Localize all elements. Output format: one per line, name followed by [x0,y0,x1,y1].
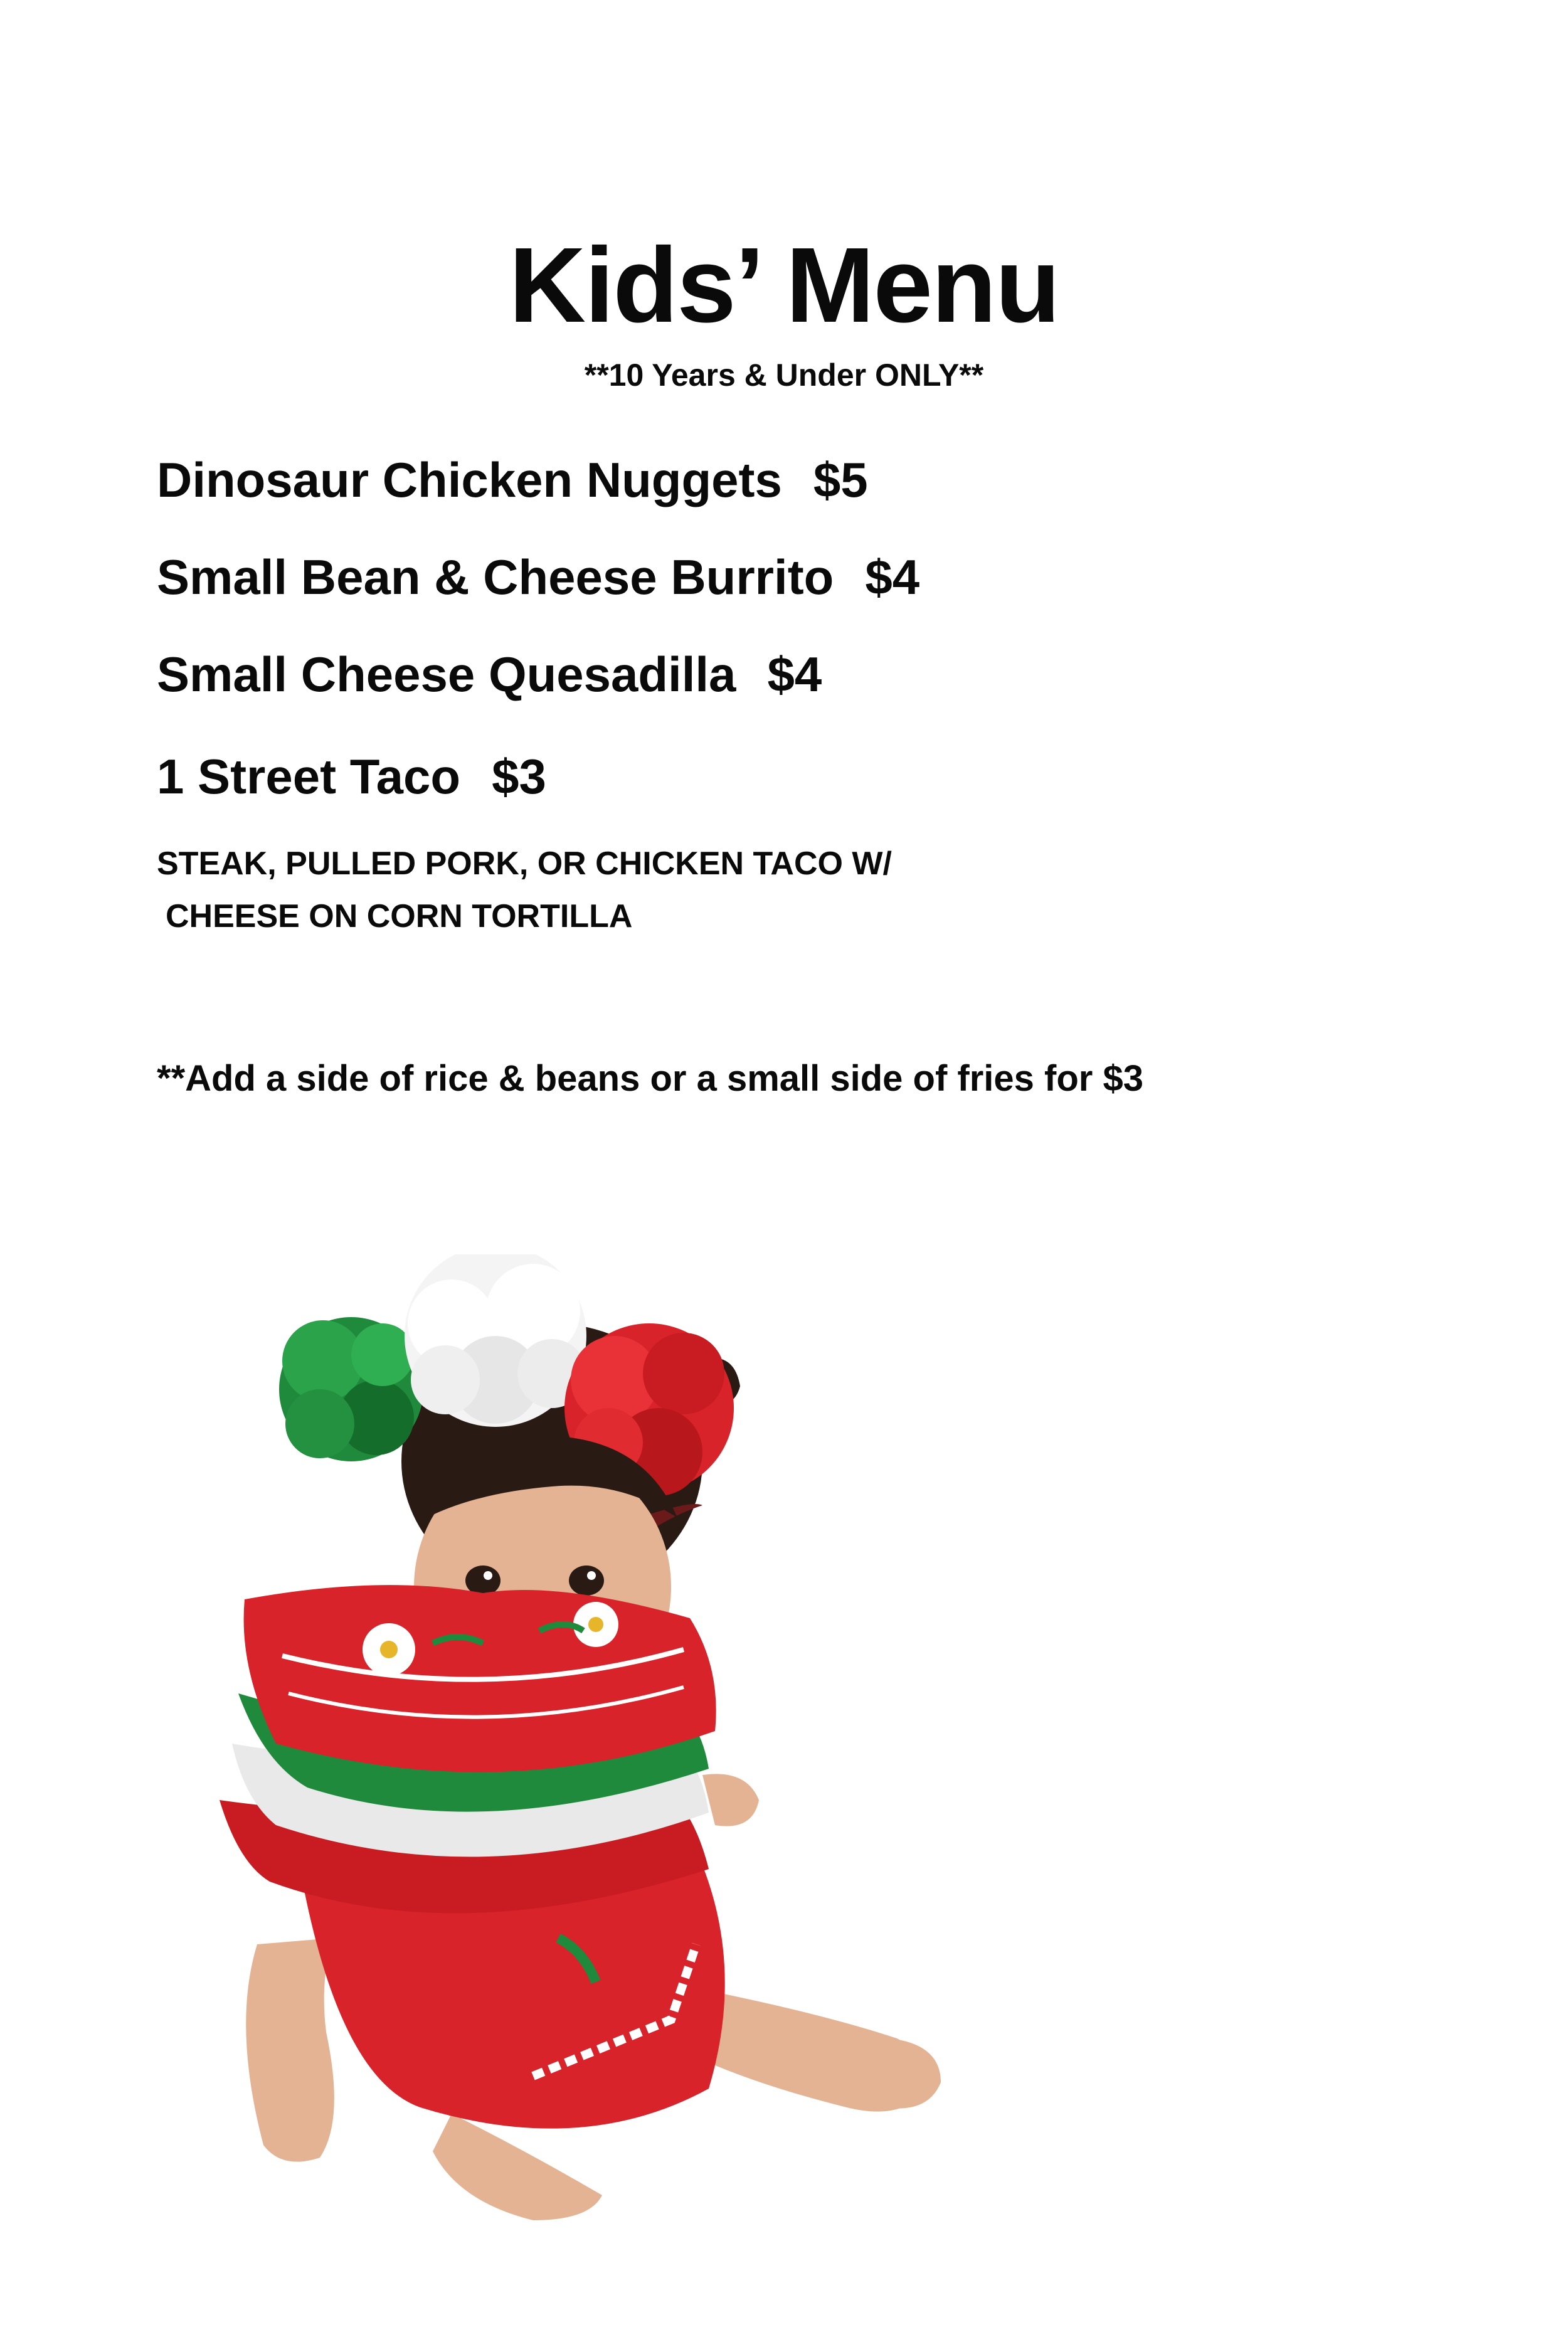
age-restriction: **10 Years & Under ONLY** [584,358,984,393]
menu-item [157,448,868,511]
menu-item-name: Small Cheese Quesadilla [157,647,736,702]
menu-item-name: 1 Street Taco [157,749,461,804]
taco-description-line-1: STEAK, PULLED PORK, OR CHICKEN TACO W/ [157,845,892,882]
menu-item-name: Small Bean & Cheese Burrito [157,549,834,605]
menu-item-price: $5 [813,452,868,507]
menu-item-name: Dinosaur Chicken Nuggets [157,452,782,507]
menu-item-price: $3 [492,749,546,804]
menu-title: Kids’ Menu [509,226,1059,345]
taco-description [157,837,892,943]
menu-item [157,546,919,608]
menu-item [157,643,822,706]
menu-item-price: $4 [865,549,920,605]
menu-item [157,745,546,808]
taco-description-line-2: CHEESE ON CORN TORTILLA [166,898,633,935]
baby-photo [182,1254,1016,2227]
side-note: **Add a side of rice & beans or a small side of fries for $3 [157,1058,1143,1099]
white-flower [405,1254,586,1427]
menu-item-price: $4 [767,647,822,702]
green-flower [279,1317,423,1461]
